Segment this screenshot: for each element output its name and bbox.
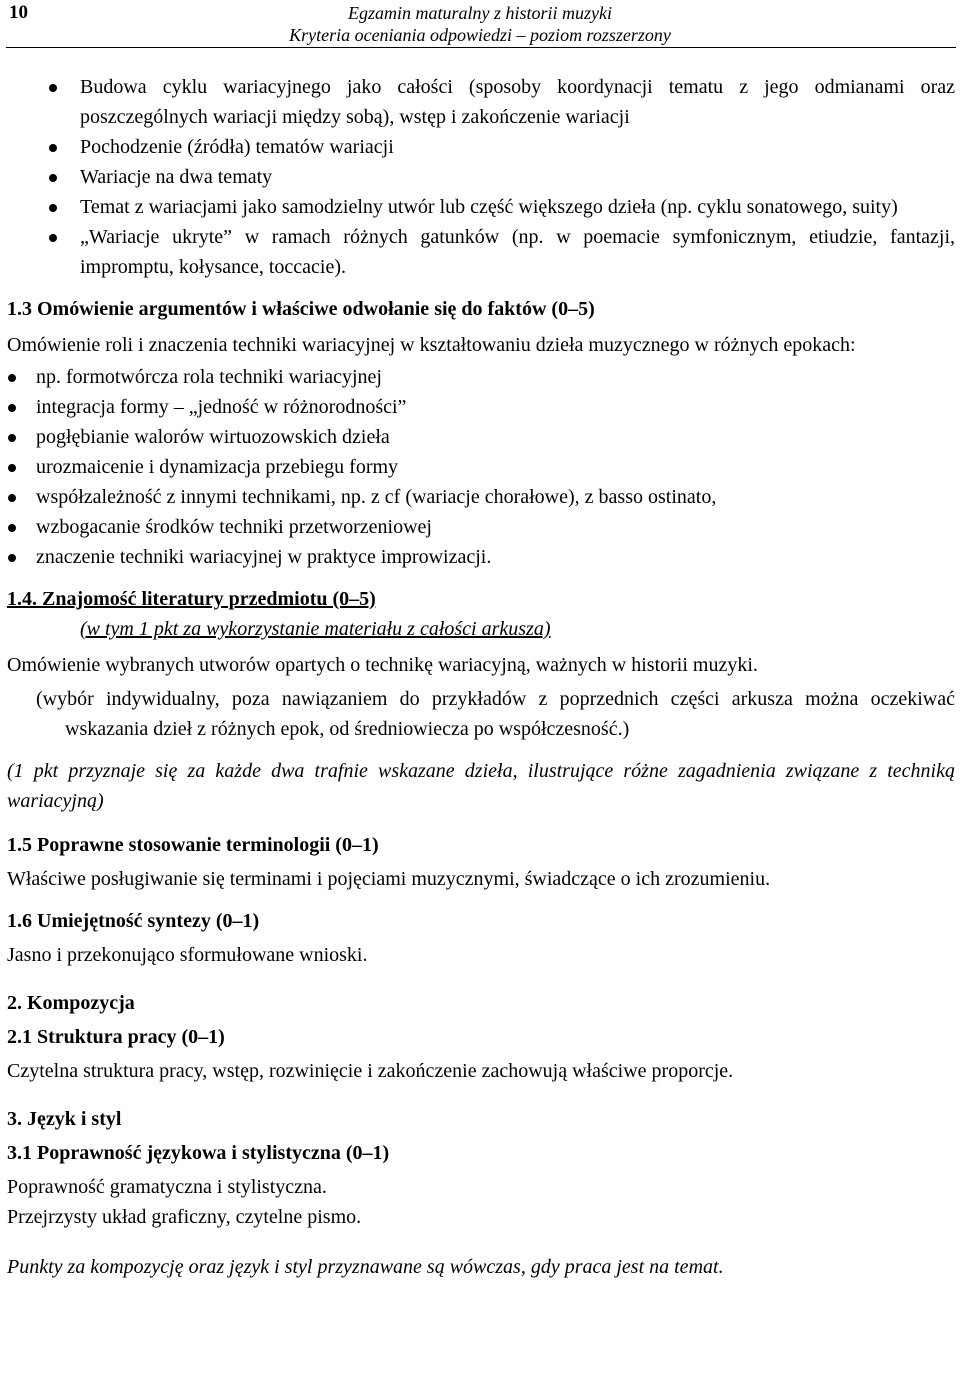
section-text-1-4: Omówienie wybranych utworów opartych o technikę wariacyjną, ważnych w historii muzyki. — [7, 654, 758, 676]
section-heading-1-6: 1.6 Umiejętność syntezy (0–1) — [7, 910, 260, 932]
section-text-2-1: Czytelna struktura pracy, wstęp, rozwinięcie i zakończenie zachowują właściwe proporcje. — [7, 1060, 734, 1082]
section-subheading-1-4: (w tym 1 pkt za wykorzystanie materiału z całości arkusza) — [80, 618, 551, 640]
section-text-1-5: Właściwe posługiwanie się terminami i pojęciami muzycznymi, świadczące o ich zrozumieniu. — [7, 868, 771, 890]
section-heading-1-3: 1.3 Omówienie argumentów i właściwe odwołanie się do faktów (0–5) — [7, 298, 595, 320]
section-text-1-3: Omówienie roli i znaczenia techniki wariacyjnej w kształtowaniu dzieła muzycznego w różnych epokach: — [7, 334, 856, 356]
section-heading-3-1: 3.1 Poprawność językowa i stylistyczna (0–1) — [7, 1142, 390, 1164]
list-item: wzbogacanie środków techniki przetworzeniowej — [7, 512, 955, 542]
header-line-2: Kryteria oceniania odpowiedzi – poziom rozszerzony — [289, 25, 671, 45]
list-item: np. formotwórcza rola techniki wariacyjnej — [7, 362, 955, 392]
section-text-3-1: Poprawność gramatyczna i stylistyczna. — [7, 1176, 327, 1198]
page-number: 10 — [9, 2, 28, 23]
list-item: Temat z wariacjami jako samodzielny utwór lub część większego dzieła (np. cyklu sonatowego, suity) — [7, 192, 955, 222]
page-content — [7, 72, 955, 1282]
list-item: „Wariacje ukryte” w ramach różnych gatunków (np. w poemacie symfonicznym, etiudzie, fantazji, impromptu, kołysance, toccacie). — [7, 222, 955, 282]
section-note-1-4: (1 pkt przyznaje się za każde dwa trafnie wskazane dzieła, ilustrujące różne zagadnienia związane z techniką wariacyjną) — [7, 760, 955, 812]
section-heading-1-5: 1.5 Poprawne stosowanie terminologii (0–1) — [7, 834, 379, 856]
list-item: znaczenie techniki wariacyjnej w praktyce improwizacji. — [7, 542, 955, 572]
section-heading-3: 3. Język i styl — [7, 1108, 122, 1130]
running-header — [258, 2, 702, 46]
list-item: pogłębianie walorów wirtuozowskich dzieła — [7, 422, 955, 452]
list-item: urozmaicenie i dynamizacja przebiegu formy — [7, 452, 955, 482]
header-divider — [6, 47, 956, 48]
bullet-list-1-3 — [7, 362, 955, 572]
list-item: Budowa cyklu wariacyjnego jako całości (sposoby koordynacji tematu z jego odmianami oraz poszczególnych wariacji między sobą), wstęp i zakończenie wariacji — [7, 72, 955, 132]
section-text-3-1b: Przejrzysty układ graficzny, czytelne pismo. — [7, 1206, 362, 1228]
section-text-1-6: Jasno i przekonująco sformułowane wnioski. — [7, 944, 368, 966]
list-item: Pochodzenie (źródła) tematów wariacji — [7, 132, 955, 162]
section-heading-2-1: 2.1 Struktura pracy (0–1) — [7, 1026, 225, 1048]
list-item: współzależność z innymi technikami, np. z cf (wariacje chorałowe), z basso ostinato, — [7, 482, 955, 512]
section-heading-1-4: 1.4. Znajomość literatury przedmiotu (0–5) — [7, 588, 376, 610]
header-line-1: Egzamin maturalny z historii muzyki — [348, 3, 612, 23]
footer-note: Punkty za kompozycję oraz język i styl przyznawane są wówczas, gdy praca jest na temat. — [7, 1256, 724, 1278]
section-heading-2: 2. Kompozycja — [7, 992, 135, 1014]
list-item: integracja formy – „jedność w różnorodności” — [7, 392, 955, 422]
list-item: Wariacje na dwa tematy — [7, 162, 955, 192]
section-paren-1-4: (wybór indywidualny, poza nawiązaniem do przykładów z poprzednich części arkusza można oczekiwać wskazania dzieł z różnych epok, od średniowiecza po współczesność.) — [36, 688, 955, 740]
intro-bullet-list — [7, 72, 955, 282]
